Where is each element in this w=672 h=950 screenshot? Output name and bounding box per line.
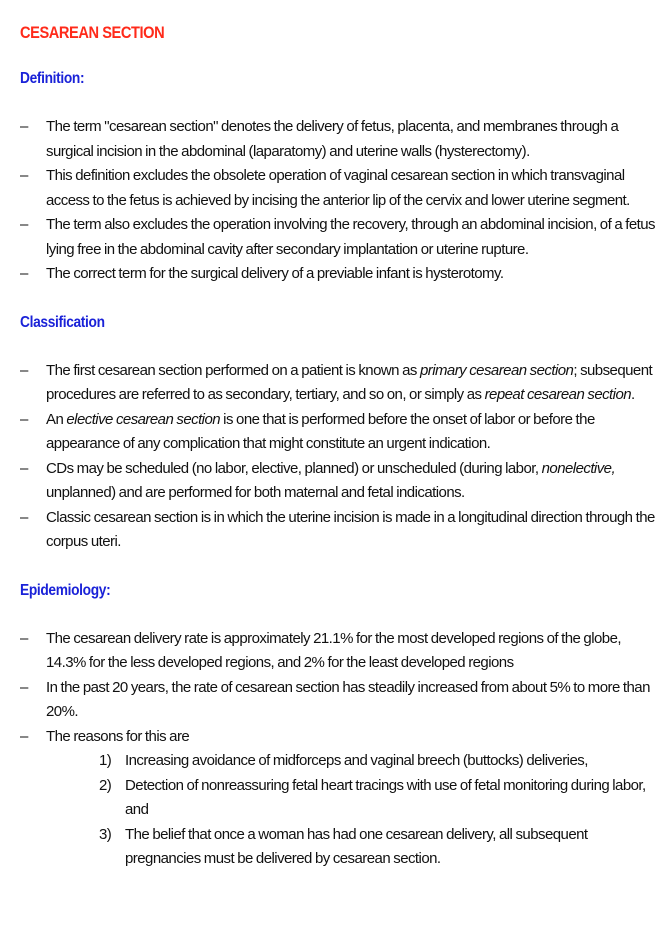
list-item <box>20 115 660 164</box>
numbered-item-text: The belief that once a woman has had one cesarean delivery, all subsequent pregnancies must be delivered by cesarean section. <box>125 825 588 867</box>
bullet-dash: – <box>20 167 28 184</box>
bullet-dash: – <box>20 727 28 745</box>
definition-list <box>20 115 660 287</box>
list-item <box>20 262 660 287</box>
numbered-item-text: Increasing avoidance of midforceps and vaginal breech (buttocks) deliveries, <box>125 752 588 769</box>
list-item-text: In the past 20 years, the rate of cesarean section has steadily increased from about 5% to more than 20%. <box>46 678 650 720</box>
bullet-dash: – <box>20 216 28 233</box>
numbered-item-text: Detection of nonreassuring fetal heart tracings with use of fetal monitoring during labor, and <box>125 776 646 818</box>
reasons-list <box>46 749 660 872</box>
numbered-item <box>99 749 660 774</box>
list-item-text: ; subsequent procedures are referred to as secondary, tertiary, and so on, or simply as <box>46 361 653 403</box>
list-item-text: CDs may be scheduled (no labor, elective, planned) or unscheduled (during labor, <box>46 459 542 477</box>
classification-list <box>20 359 660 555</box>
bullet-dash: – <box>20 265 28 282</box>
bullet-dash: – <box>20 459 28 477</box>
document-page <box>20 22 660 897</box>
list-item <box>20 164 660 213</box>
list-item-text: An <box>46 410 67 428</box>
list-item <box>20 725 660 872</box>
list-item <box>20 213 660 262</box>
classification-heading: Classification <box>20 313 105 331</box>
list-item-text: The reasons for this are <box>46 727 190 745</box>
list-item-text: is one that is performed before the onset of labor or before the appearance of any complication that might constitute an urgent indication. <box>46 410 595 452</box>
bullet-dash: – <box>20 361 28 379</box>
list-item-text: The term "cesarean section" denotes the delivery of fetus, placenta, and membranes through a surgical incision in the abdominal (laparatomy) and uterine walls (hysterectomy). <box>46 118 619 160</box>
item-number: 1) <box>99 752 112 769</box>
epidemiology-list <box>20 627 660 872</box>
list-item-text: The cesarean delivery rate is approximately 21.1% for the most developed regions of the globe, 14.3% for the less developed regions, and 2% for the least developed regions <box>46 629 621 671</box>
list-item-text: The term also excludes the operation involving the recovery, through an abdominal incision, of a fetus lying free in the abdominal cavity after secondary implantation or uterine rupture. <box>46 216 656 258</box>
numbered-item <box>99 774 660 823</box>
list-item <box>20 359 660 408</box>
list-item-text: This definition excludes the obsolete operation of vaginal cesarean section in which transvaginal access to the fetus is achieved by incising the anterior lip of the cervix and lower uterine segment. <box>46 167 630 209</box>
list-item <box>20 457 660 506</box>
item-number: 2) <box>99 776 112 794</box>
list-item-text: . <box>631 386 635 403</box>
list-item-text: Classic cesarean section is in which the uterine incision is made in a longitudinal direction through the corpus uteri. <box>46 508 655 550</box>
list-item <box>20 627 660 676</box>
definition-heading: Definition: <box>20 70 85 87</box>
italic-term: elective cesarean section <box>66 410 221 428</box>
bullet-dash: – <box>20 678 28 696</box>
italic-term: repeat cesarean section <box>484 386 632 403</box>
numbered-item <box>99 823 660 872</box>
document-title: CESAREAN SECTION <box>20 23 165 42</box>
bullet-dash: – <box>20 410 28 428</box>
list-item-text: The first cesarean section performed on a patient is known as <box>46 361 420 379</box>
bullet-dash: – <box>20 118 28 135</box>
italic-term: nonelective, <box>541 459 616 477</box>
bullet-dash: – <box>20 508 28 526</box>
italic-term: primary cesarean section <box>419 361 574 379</box>
list-item <box>20 676 660 725</box>
item-number: 3) <box>99 825 112 843</box>
epidemiology-heading: Epidemiology: <box>20 581 111 599</box>
bullet-dash: – <box>20 629 28 647</box>
list-item-text: The correct term for the surgical delivery of a previable infant is hysterotomy. <box>46 265 504 282</box>
list-item-text: unplanned) and are performed for both maternal and fetal indications. <box>46 484 465 501</box>
list-item <box>20 408 660 457</box>
list-item <box>20 506 660 555</box>
